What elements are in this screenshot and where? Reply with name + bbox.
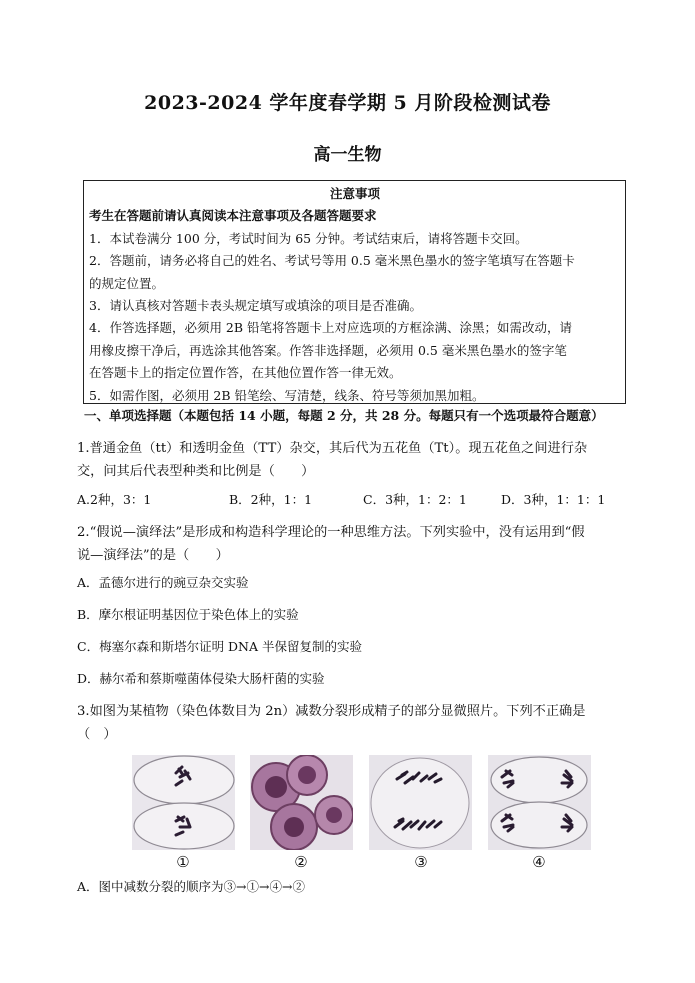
notice-heading: 注意事项 (329, 186, 380, 201)
exam-subject: 高一生物 (313, 145, 382, 165)
question-2-option-b: B．摩尔根证明基因位于染色体上的实验 (77, 607, 299, 622)
question-1-stem (77, 437, 627, 483)
micrograph-row (132, 755, 532, 851)
micrograph-1-label: ① (176, 853, 190, 871)
micrograph-1-image (132, 755, 235, 850)
question-1-line-1: 1.普通金鱼（tt）和透明金鱼（TT）杂交，其后代为五花鱼（Tt）。现五花鱼之间进行杂 (77, 441, 588, 456)
question-2-option-c: C．梅塞尔森和斯塔尔证明 DNA 半保留复制的实验 (77, 639, 362, 654)
notice-line: 的规定位置。 (89, 275, 165, 291)
micrograph-4-label: ④ (532, 853, 546, 871)
question-1-option-b: B．2种，1：1 (229, 492, 313, 507)
notice-line: 4．作答选择题，必须用 2B 铅笔将答题卡上对应选项的方框涂满、涂黑；如需改动，请 (89, 320, 573, 336)
micrograph-3-label: ③ (414, 853, 428, 871)
exam-title: 2023-2024 学年度春学期 5 月阶段检测试卷 (144, 92, 551, 114)
question-1-option-d: D．3种，1：1：1 (501, 492, 606, 507)
notice-lead: 考生在答题前请认真阅读本注意事项及各题答题要求 (89, 208, 377, 224)
question-2-stem (77, 521, 627, 567)
micrograph-4-image (488, 755, 591, 850)
notice-line: 在答题卡上的指定位置作答，在其他位置作答一律无效。 (89, 365, 402, 381)
notice-line: 1．本试卷满分 100 分，考试时间为 65 分钟。考试结束后，请将答题卡交回。 (89, 230, 528, 246)
notice-line: 5．如需作图，必须用 2B 铅笔绘、写清楚，线条、符号等须加黑加粗。 (89, 387, 485, 403)
question-1-line-2: 交，问其后代表型种类和比例是（ ） (77, 464, 315, 479)
question-1-option-c: C．3种，1：2：1 (363, 492, 467, 507)
question-2-option-d: D．赫尔希和蔡斯噬菌体侵染大肠杆菌的实验 (77, 671, 325, 686)
question-1-option-a: A.2种，3：1 (77, 492, 152, 507)
question-3-line-1: 3.如图为某植物（染色体数目为 2n）减数分裂形成精子的部分显微照片。下列不正确是 (77, 704, 586, 719)
question-1-options (77, 489, 627, 511)
notice-line: 用橡皮擦干净后，再选涂其他答案。作答非选择题，必须用 0.5 毫米黑色墨水的签字笔 (89, 342, 567, 358)
micrograph-3-image (369, 755, 472, 850)
question-3-stem (77, 700, 627, 746)
question-3-option-a: A．图中减数分裂的顺序为③→①→④→② (77, 879, 305, 894)
question-2-line-1: 2.“假说—演绎法”是形成和构造科学理论的一种思维方法。下列实验中，没有运用到“假 (77, 525, 585, 540)
notice-line: 2．答题前，请务必将自己的姓名、考试号等用 0.5 毫米黑色墨水的签字笔填写在答题卡 (89, 253, 575, 269)
question-2-option-a: A．孟德尔进行的豌豆杂交实验 (77, 575, 249, 590)
micrograph-2-image (250, 755, 353, 850)
micrograph-2-label: ② (294, 853, 308, 871)
question-2-line-2: 说—演绎法”的是（ ） (77, 548, 229, 563)
question-3-line-2: （ ） (77, 727, 117, 742)
notice-line: 3．请认真核对答题卡表头规定填写或填涂的项目是否准确。 (89, 298, 422, 314)
notice-box (83, 180, 626, 404)
section-heading: 一、单项选择题（本题包括 14 小题，每题 2 分，共 28 分。每题只有一个选项最符合题意） (84, 408, 604, 423)
